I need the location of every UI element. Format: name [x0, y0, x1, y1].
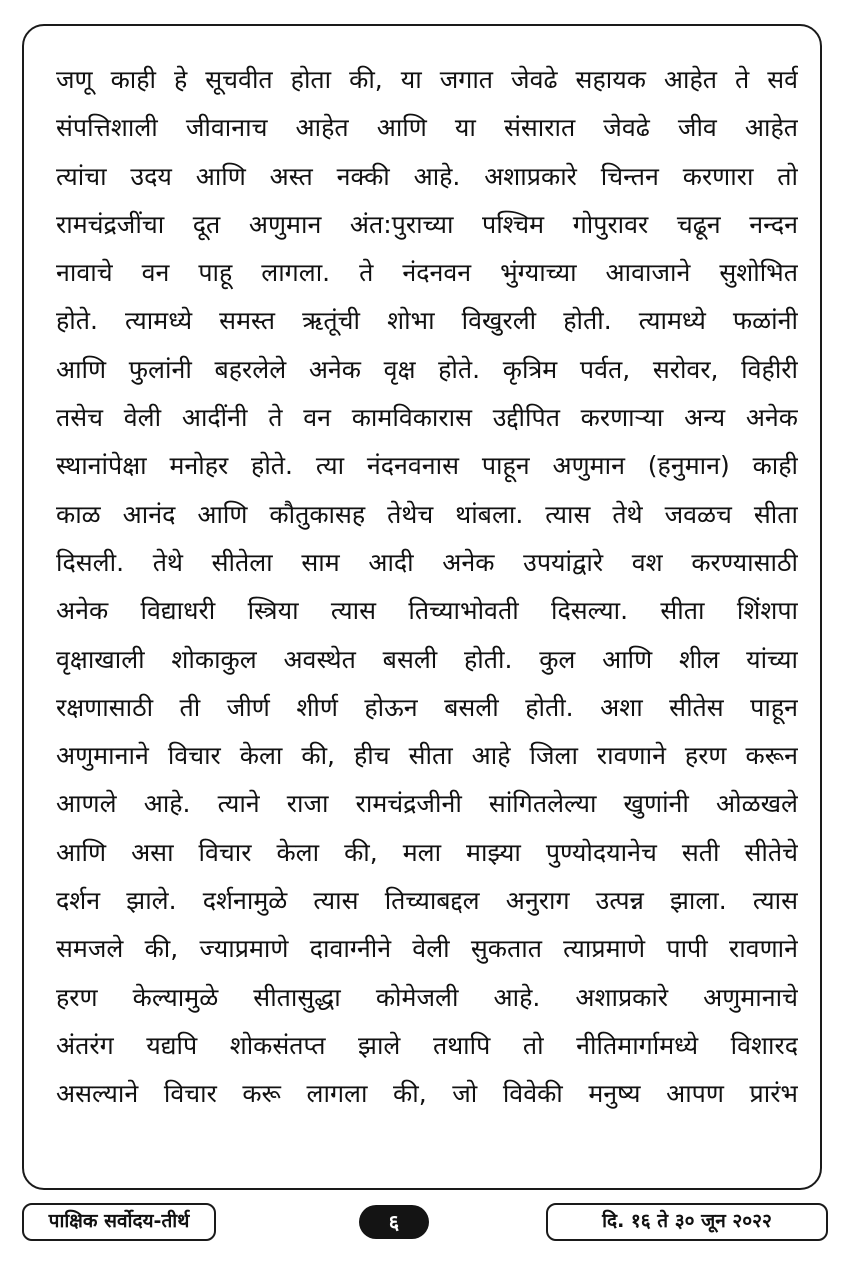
- text-line: काळ आनंद आणि कौतुकासह तेथेच थांबला. त्यास तेथे जवळच सीता: [56, 499, 798, 529]
- text-line: तसेच वेली आदींनी ते वन कामविकारास उद्दीपित करणाऱ्या अन्य अनेक: [56, 403, 798, 433]
- text-line: समजले की, ज्याप्रमाणे दावाग्नीने वेली सुकतात त्याप्रमाणे पापी रावणाने: [56, 934, 798, 964]
- text-line: अंतरंग यद्यपि शोकसंतप्त झाले तथापि तो नीतिमार्गामध्ये विशारद: [56, 1030, 798, 1060]
- text-line: आणि फुलांनी बहरलेले अनेक वृक्ष होते. कृत्रिम पर्वत, सरोवर, विहीरी: [56, 354, 798, 384]
- text-line: त्यांचा उदय आणि अस्त नक्की आहे. अशाप्रकारे चिन्तन करणारा तो: [56, 161, 798, 191]
- text-line: दर्शन झाले. दर्शनामुळे त्यास तिच्याबद्दल अनुराग उत्पन्न झाला. त्यास: [56, 886, 798, 916]
- page-footer: [22, 1203, 828, 1243]
- text-line: असल्याने विचार करू लागला की, जो विवेकी मनुष्य आपण प्रारंभ: [56, 1079, 798, 1109]
- text-line: संपत्तिशाली जीवानाच आहेत आणि या संसारात जेवढे जीव आहेत: [56, 113, 798, 143]
- text-line: रक्षणासाठी ती जीर्ण शीर्ण होऊन बसली होती. अशा सीतेस पाहून: [56, 692, 798, 722]
- text-line: नावाचे वन पाहू लागला. ते नंदनवन भुंग्याच्या आवाजाने सुशोभित: [56, 258, 798, 288]
- publication-name: पाक्षिक सर्वोदय-तीर्थ: [22, 1203, 216, 1241]
- text-line: रामचंद्रजींचा दूत अणुमान अंत:पुराच्या पश्चिम गोपुरावर चढून नन्दन: [56, 209, 798, 239]
- text-line: आणि असा विचार केला की, मला माझ्या पुण्योदयानेच सती सीतेचे: [56, 837, 798, 867]
- text-line: अनेक विद्याधरी स्त्रिया त्यास तिच्याभोवती दिसल्या. सीता शिंशपा: [56, 596, 798, 626]
- issue-date: दि. १६ ते ३० जून २०२२: [546, 1203, 828, 1241]
- body-text: [56, 56, 798, 1119]
- text-line: वृक्षाखाली शोकाकुल अवस्थेत बसली होती. कुल आणि शील यांच्या: [56, 644, 798, 674]
- text-line: हरण केल्यामुळे सीतासुद्धा कोमेजली आहे. अशाप्रकारे अणुमानाचे: [56, 982, 798, 1012]
- page-text-frame: [22, 24, 822, 1190]
- text-line: जणू काही हे सूचवीत होता की, या जगात जेवढे सहायक आहेत ते सर्व: [56, 65, 798, 94]
- text-line: आणले आहे. त्याने राजा रामचंद्रजीनी सांगितलेल्या खुणांनी ओळखले: [56, 789, 798, 819]
- text-line: स्थानांपेक्षा मनोहर होते. त्या नंदनवनास पाहून अणुमान (हनुमान) काही: [56, 451, 798, 481]
- text-line: दिसली. तेथे सीतेला साम आदी अनेक उपयांद्वारे वश करण्यासाठी: [56, 547, 798, 577]
- page-number-badge: ६: [359, 1205, 429, 1239]
- text-line: होते. त्यामध्ये समस्त ऋतूंची शोभा विखुरली होती. त्यामध्ये फळांनी: [56, 306, 798, 336]
- text-line: अणुमानाने विचार केला की, हीच सीता आहे जिला रावणाने हरण करून: [56, 741, 798, 771]
